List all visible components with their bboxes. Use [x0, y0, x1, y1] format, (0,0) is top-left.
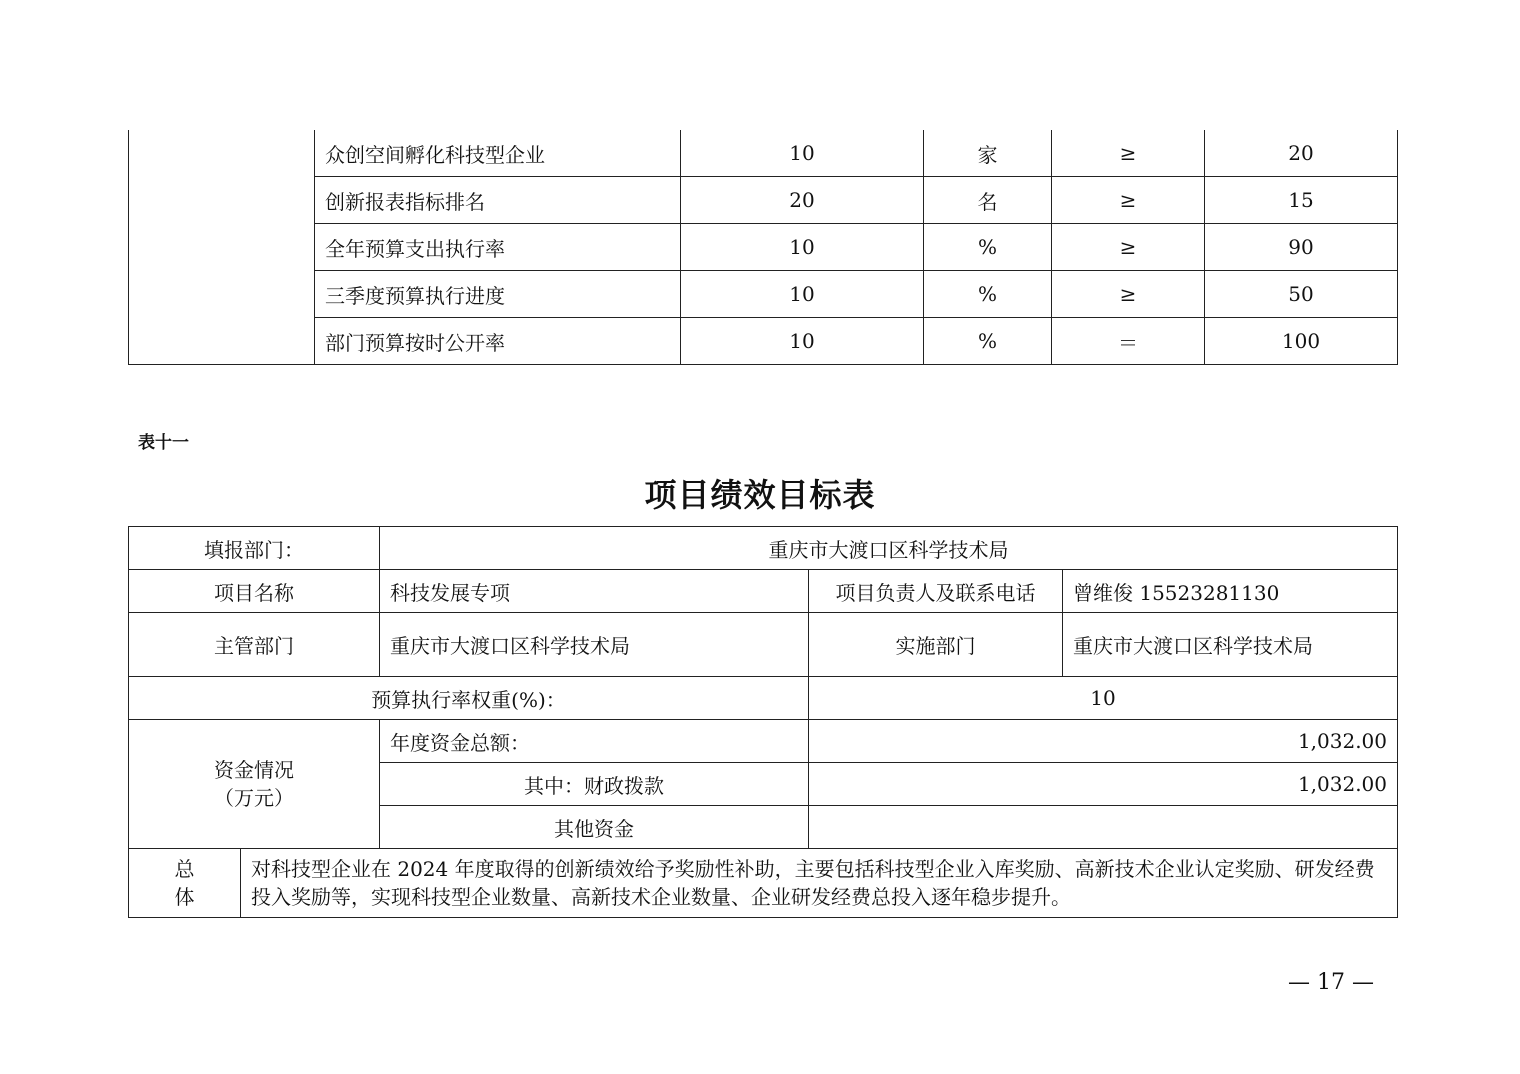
table-row [129, 271, 1398, 318]
annual-total-label: 年度资金总额： [380, 720, 809, 763]
table-row [129, 527, 1398, 570]
leader-label: 项目负责人及联系电话 [809, 570, 1063, 613]
indicator-unit: 名 [924, 177, 1052, 224]
indicator-target: 90 [1205, 224, 1398, 271]
impl-dept-label: 实施部门 [809, 613, 1063, 677]
table-row [129, 177, 1398, 224]
indicator-target: 50 [1205, 271, 1398, 318]
indicator-name: 创新报表指标排名 [315, 177, 681, 224]
overall-goal-text: 对科技型企业在 2024 年度取得的创新绩效给予奖励性补助，主要包括科技型企业入库奖励、高新技术企业认定奖励、研发经费投入奖励等，实现科技型企业数量、高新技术企业数量、企业研发经费总投入逐年稳步提升。 [241, 849, 1398, 918]
indicator-operator: ＝ [1052, 318, 1205, 365]
supervisor-value: 重庆市大渡口区科学技术局 [380, 613, 809, 677]
indicator-unit: 家 [924, 130, 1052, 177]
impl-dept-value: 重庆市大渡口区科学技术局 [1063, 613, 1398, 677]
table-row [129, 570, 1398, 613]
indicator-name: 三季度预算执行进度 [315, 271, 681, 318]
budget-weight-value: 10 [809, 677, 1398, 720]
table-row [129, 613, 1398, 677]
page-number: — 17 — [1288, 970, 1374, 995]
supervisor-label: 主管部门 [129, 613, 380, 677]
indicator-operator: ≥ [1052, 130, 1205, 177]
table-number-label: 表十一 [138, 433, 189, 453]
page-title: 项目绩效目标表 [644, 476, 876, 514]
table-row [129, 677, 1398, 720]
project-name-value: 科技发展专项 [380, 570, 809, 613]
indicator-name: 众创空间孵化科技型企业 [315, 130, 681, 177]
funds-label-cell [129, 720, 380, 849]
indicator-weight: 10 [681, 130, 924, 177]
indicator-name: 部门预算按时公开率 [315, 318, 681, 365]
indicator-target: 20 [1205, 130, 1398, 177]
indicator-unit: % [924, 224, 1052, 271]
performance-target-table [128, 526, 1398, 918]
table-row [129, 849, 1398, 918]
budget-weight-label: 预算执行率权重(%)： [129, 677, 809, 720]
indicator-weight: 10 [681, 271, 924, 318]
table-row [129, 318, 1398, 365]
indicator-operator: ≥ [1052, 177, 1205, 224]
funds-unit-label: （万元） [214, 786, 294, 810]
table-row [129, 720, 1398, 763]
indicator-weight: 10 [681, 224, 924, 271]
table-row [129, 224, 1398, 271]
indicator-weight: 10 [681, 318, 924, 365]
overall-label-top: 总 [174, 857, 195, 881]
funds-label: 资金情况 [214, 758, 294, 782]
overall-label-bottom: 体 [174, 885, 195, 909]
indicator-name: 全年预算支出执行率 [315, 224, 681, 271]
annual-total-value: 1,032.00 [809, 720, 1398, 763]
indicator-operator: ≥ [1052, 271, 1205, 318]
indicator-target: 15 [1205, 177, 1398, 224]
fiscal-allocation-label: 其中：财政拨款 [380, 763, 809, 806]
fill-dept-value: 重庆市大渡口区科学技术局 [380, 527, 1398, 570]
indicator-target: 100 [1205, 318, 1398, 365]
overall-label-cell [129, 849, 241, 918]
indicator-unit: % [924, 271, 1052, 318]
indicator-table-continued [128, 130, 1398, 365]
fiscal-allocation-value: 1,032.00 [809, 763, 1398, 806]
other-funds-value [809, 806, 1398, 849]
leader-value: 曾维俊 15523281130 [1063, 570, 1398, 613]
table-row [129, 130, 1398, 177]
project-name-label: 项目名称 [129, 570, 380, 613]
indicator-unit: % [924, 318, 1052, 365]
fill-dept-label: 填报部门： [129, 527, 380, 570]
merged-category-cell [129, 130, 315, 365]
indicator-operator: ≥ [1052, 224, 1205, 271]
indicator-weight: 20 [681, 177, 924, 224]
other-funds-label: 其他资金 [380, 806, 809, 849]
